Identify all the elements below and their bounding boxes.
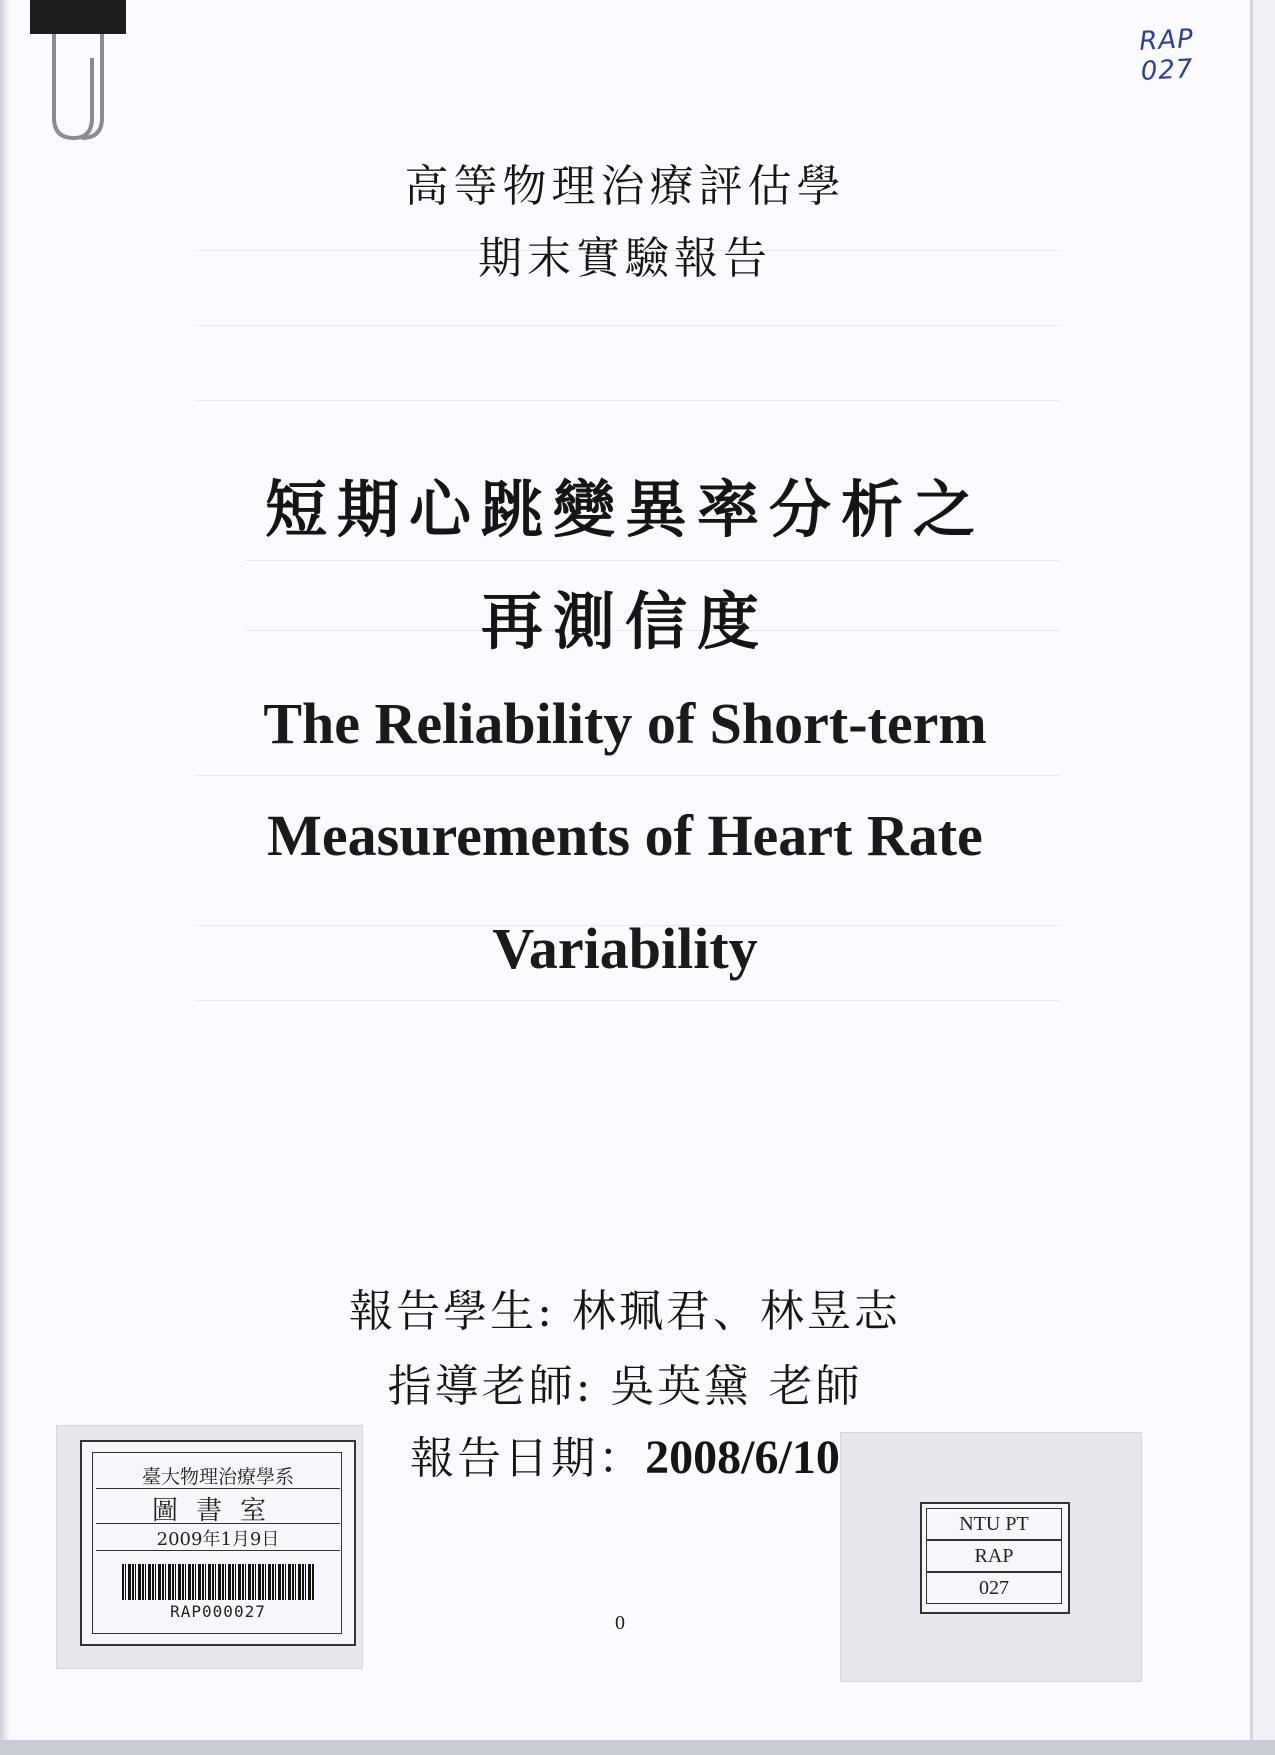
report-advisor: 指導老師: 吳英黛 老師 <box>387 1361 863 1412</box>
bleed-through-line <box>195 1000 1060 1001</box>
report-date-label: 報告日期： <box>410 1433 646 1484</box>
stamp-department: 臺大物理治療學系 <box>96 1462 340 1489</box>
stamp-barcode-number: RAP000027 <box>170 1602 266 1621</box>
english-title-line-3: Variability <box>492 916 758 981</box>
ntu-label <box>920 1502 1070 1614</box>
scanner-bottom-edge <box>0 1740 1275 1755</box>
bleed-through-line <box>195 325 1060 326</box>
chinese-title-line-2: 再測信度 <box>480 585 769 658</box>
bleed-through-line <box>195 775 1060 776</box>
bleed-through-line <box>195 400 1060 401</box>
bleed-through-line <box>245 560 1060 561</box>
stamp-date: 2009年1月9日 <box>96 1525 340 1551</box>
page-number: 0 <box>615 1612 625 1634</box>
stamp-room: 圖書室 <box>96 1490 340 1524</box>
ntu-label-line-3: 027 <box>926 1572 1062 1604</box>
course-title: 高等物理治療評估學 <box>404 161 846 212</box>
english-title-line-1: The Reliability of Short-term <box>263 691 987 756</box>
report-type: 期末實驗報告 <box>478 233 772 284</box>
report-date-value: 2008/6/10 <box>645 1431 840 1484</box>
ntu-label-line-2: RAP <box>926 1540 1062 1572</box>
handwritten-code: RAP 027 <box>1138 24 1195 87</box>
report-students: 報告學生: 林珮君、林昱志 <box>349 1286 901 1337</box>
english-title-line-2: Measurements of Heart Rate <box>267 803 983 868</box>
library-stamp <box>80 1440 356 1646</box>
page-edge-shadow <box>0 0 10 1740</box>
barcode-icon <box>122 1564 314 1600</box>
binder-clip-icon <box>30 0 130 145</box>
ntu-label-line-1: NTU PT <box>926 1508 1062 1540</box>
chinese-title-line-1: 短期心跳變異率分析之 <box>264 473 985 546</box>
